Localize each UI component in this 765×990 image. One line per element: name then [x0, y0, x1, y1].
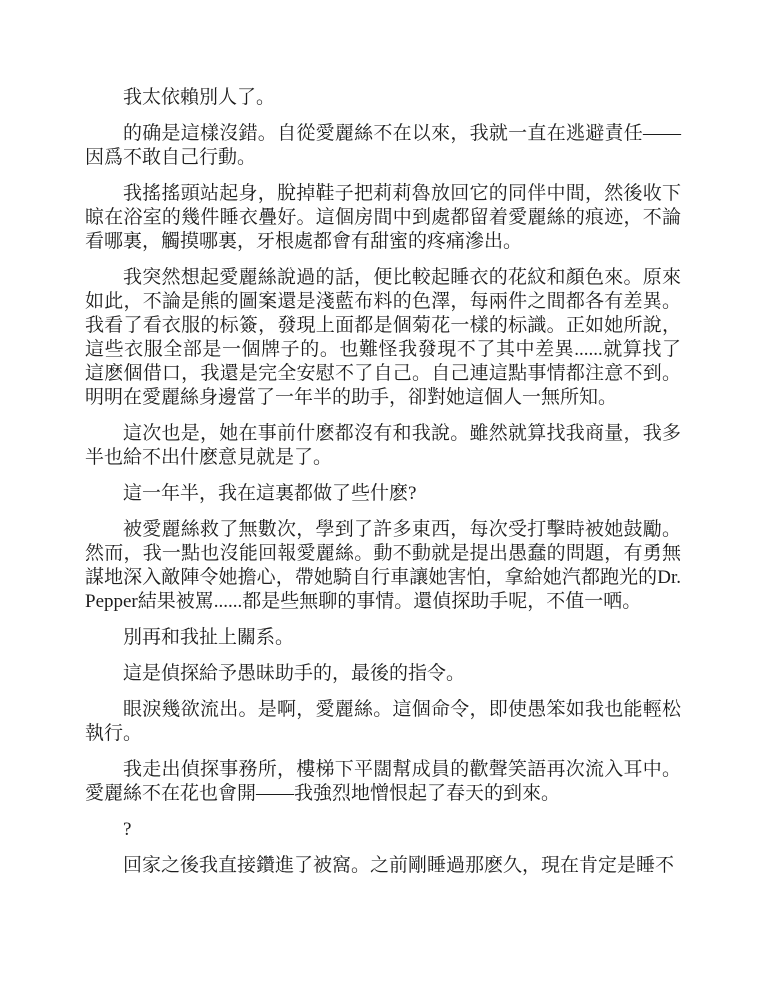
- paragraph: 我走出偵探事務所，樓梯下平闊幫成員的歡聲笑語再次流入耳中。愛麗絲不在花也會開——我強烈地憎恨起了春天的到來。: [85, 759, 681, 804]
- novel-text-block: [85, 86, 681, 878]
- paragraph: 回家之後我直接鑽進了被窩。之前剛睡過那麽久，現在肯定是睡不: [123, 855, 675, 876]
- paragraph: ?: [123, 819, 132, 840]
- paragraph: 這是偵探給予愚昧助手的，最後的指令。: [123, 663, 466, 684]
- paragraph: 我搖搖頭站起身，脫掉鞋子把莉莉魯放回它的同伴中間，然後收下晾在浴室的幾件睡衣疊好。這個房間中到處都留着愛麗絲的痕迹，不論看哪裏，觸摸哪裏，牙根處都會有甜蜜的疼痛滲出。: [85, 183, 681, 252]
- paragraph: 我突然想起愛麗絲說過的話，便比較起睡衣的花紋和顏色來。原來如此，不論是熊的圖案還是淺藍布料的色澤，每兩件之間都各有差異。我看了看衣服的标簽，發現上面都是個菊花一樣的标識。正如她所說，這些衣服全部是一個牌子的。也難怪我發現不了其中差異......就算找了這麽個借口，我還是完全安慰不了自己。自己連這點事情都注意不到。明明在愛麗絲身邊當了一年半的助手，卻對她這個人一無所知。: [85, 267, 681, 408]
- paragraph: 的确是這樣沒錯。自從愛麗絲不在以來，我就一直在逃避責任——因爲不敢自己行動。: [85, 123, 681, 168]
- paragraph: 被愛麗絲救了無數次，學到了許多東西，每次受打擊時被她鼓勵。然而，我一點也沒能回報愛麗絲。動不動就是提出愚蠢的問題，有勇無謀地深入敵陣令她擔心，帶她騎自行車讓她害怕，拿給她汽都跑光的Dr.Pepper結果被罵......都是些無聊的事情。還偵探助手呢，不值一哂。: [85, 519, 681, 612]
- paragraph: 眼淚幾欲流出。是啊，愛麗絲。這個命令，即使愚笨如我也能輕松執行。: [85, 699, 681, 744]
- paragraph: 別再和我扯上關系。: [123, 627, 295, 648]
- paragraph: 這次也是，她在事前什麽都沒有和我說。雖然就算找我商量，我多半也給不出什麽意見就是了。: [85, 423, 681, 468]
- paragraph: 這一年半，我在這裏都做了些什麽?: [123, 483, 417, 504]
- paragraph: 我太依賴別人了。: [123, 87, 276, 108]
